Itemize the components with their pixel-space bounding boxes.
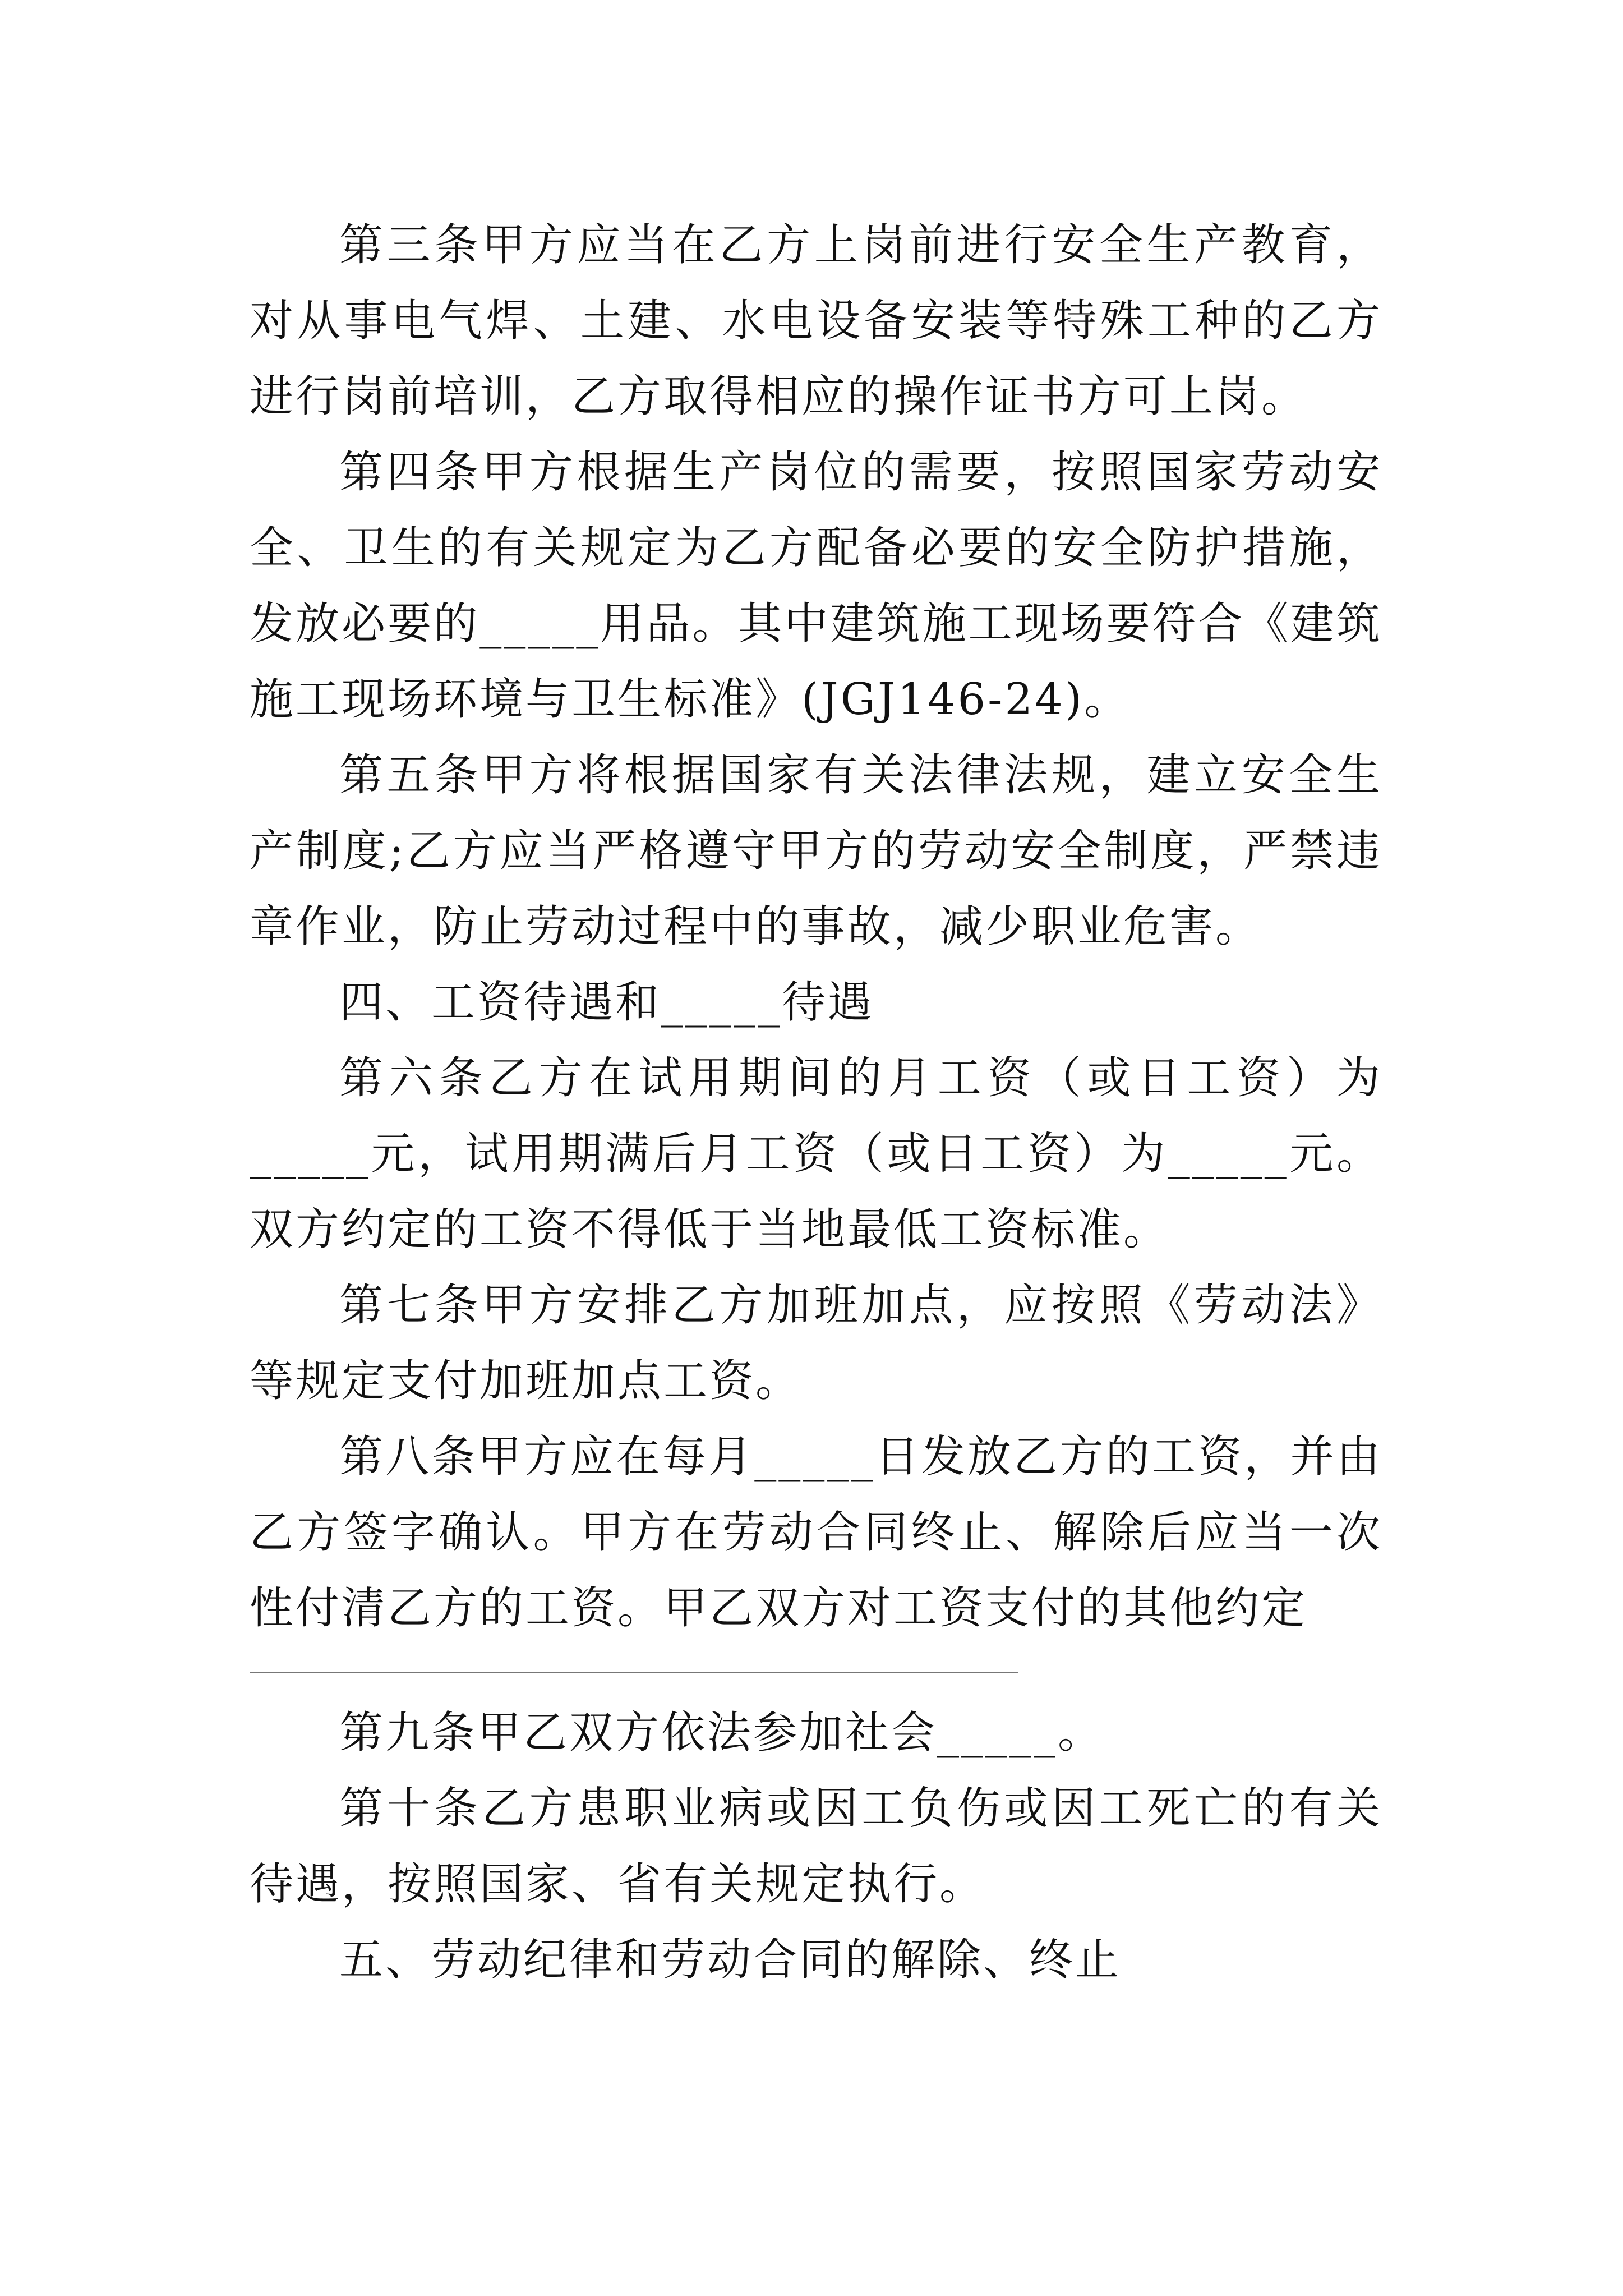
article-5-paragraph: 第五条甲方将根据国家有关法律法规，建立安全生产制度;乙方应当严格遵守甲方的劳动安全制度，严禁违章作业，防止劳动过程中的事故，减少职业危害。 <box>250 750 1382 952</box>
document-body <box>250 208 1382 1998</box>
section-5-heading: 五、劳动纪律和劳动合同的解除、终止 <box>339 1935 1122 1985</box>
article-3-paragraph: 第三条甲方应当在乙方上岗前进行安全生产教育，对从事电气焊、土建、水电设备安装等特殊工种的乙方进行岗前培训，乙方取得相应的操作证书方可上岗。 <box>250 220 1382 422</box>
article-8-paragraph: 第八条甲方应在每月_____日发放乙方的工资，并由乙方签字确认。甲方在劳动合同终止、解除后应当一次性付清乙方的工资。甲乙双方对工资支付的其他约定 <box>250 1432 1382 1634</box>
article-10-paragraph: 第十条乙方患职业病或因工负伤或因工死亡的有关待遇，按照国家、省有关规定执行。 <box>250 1783 1382 1910</box>
section-4-heading: 四、工资待遇和_____待遇 <box>339 977 874 1028</box>
blank-fill-line <box>250 1672 1018 1673</box>
article-4-paragraph: 第四条甲方根据生产岗位的需要，按照国家劳动安全、卫生的有关规定为乙方配备必要的安全防护措施，发放必要的_____用品。其中建筑施工现场要符合《建筑施工现场环境与卫生标准》(JGJ146-24)。 <box>250 447 1382 725</box>
article-9-paragraph: 第九条甲乙双方依法参加社会_____。 <box>339 1708 1104 1758</box>
article-6-paragraph: 第六条乙方在试用期间的月工资（或日工资）为_____元，试用期满后月工资（或日工资）为_____元。双方约定的工资不得低于当地最低工资标准。 <box>250 1053 1382 1255</box>
article-7-paragraph: 第七条甲方安排乙方加班加点，应按照《劳动法》等规定支付加班加点工资。 <box>250 1280 1382 1406</box>
